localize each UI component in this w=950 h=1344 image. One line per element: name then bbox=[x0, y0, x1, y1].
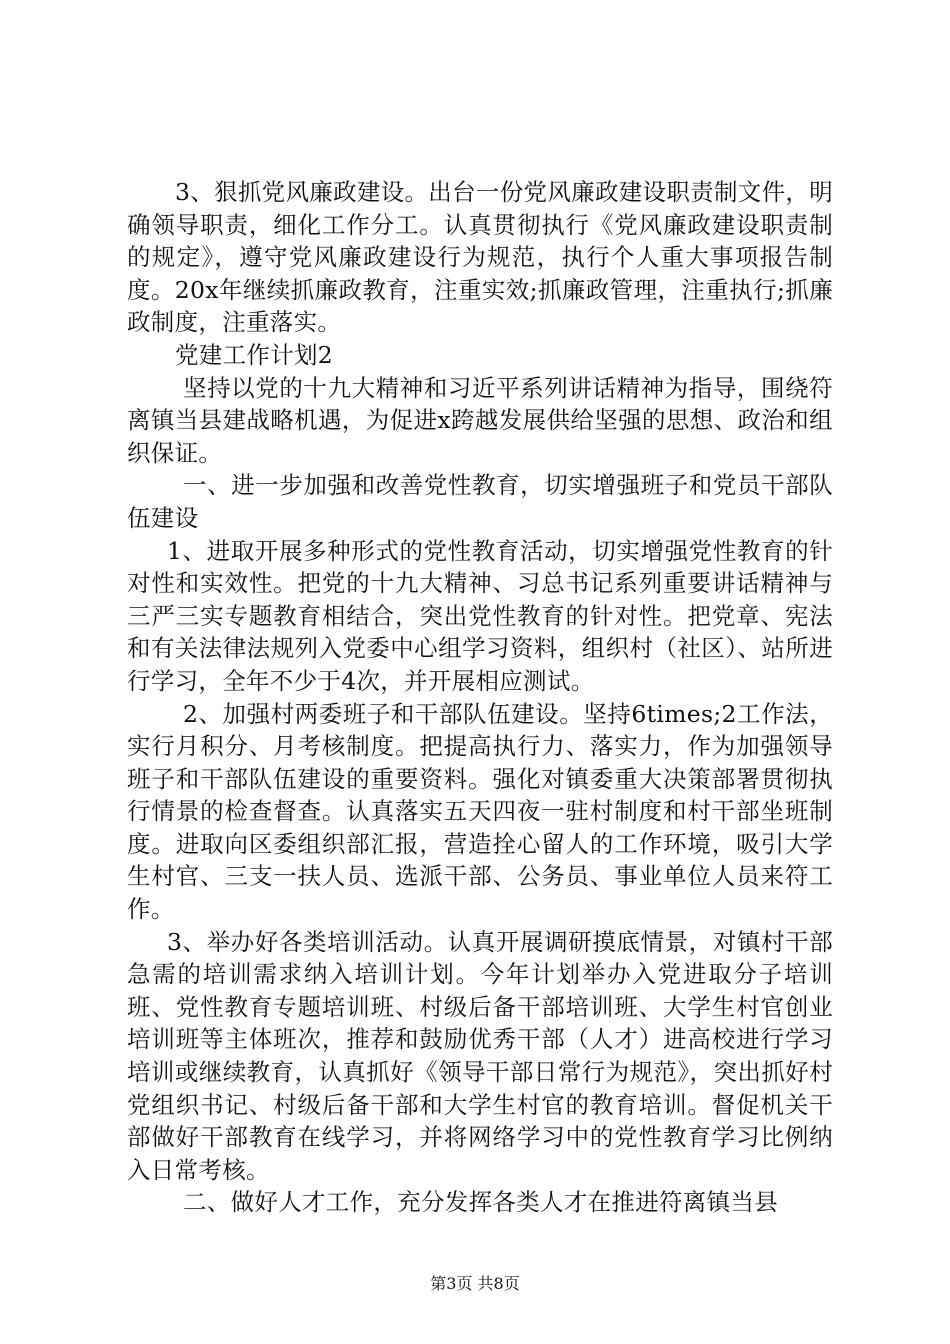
heading-part-two: 二、做好人才工作，充分发挥各类人才在推进符离镇当县 bbox=[183, 1188, 778, 1217]
paragraph-anti-corruption: 3、狠抓党风廉政建设。出台一份党风廉政建设职责制文件，明确领导职责，细化工作分工。认真贯彻执行《党风廉政建设职责制的规定》，遵守党风廉政建设行为规范，执行个人重大事项报告制度。20x年继续抓廉政教育，注重实效;抓廉政管理，注重执行;抓廉政制度，注重落实。 bbox=[127, 178, 833, 337]
paragraph-item-1: 1、进取开展多种形式的党性教育活动，切实增强党性教育的针对性和实效性。把党的十九大精神、习总书记系列重要讲话精神与三严三实专题教育相结合，突出党性教育的针对性。把党章、宪法和有关法律法规列入党委中心组学习资料，组织村（社区）、站所进行学习，全年不少于4次，并开展相应测试。 bbox=[127, 536, 833, 695]
paragraph-guiding-principle: 坚持以党的十九大精神和习近平系列讲话精神为指导，围绕符离镇当县建战略机遇，为促进x跨越发展供给坚强的思想、政治和组织保证。 bbox=[127, 373, 833, 467]
paragraph-item-3: 3、举办好各类培训活动。认真开展调研摸底情景，对镇村干部急需的培训需求纳入培训计划。今年计划举办入党进取分子培训班、党性教育专题培训班、村级后备干部培训班、大学生村官创业培训班等主体班次，推荐和鼓励优秀干部（人才）进高校进行学习培训或继续教育，认真抓好《领导干部日常行为规范》，突出抓好村党组织书记、村级后备干部和大学生村官的教育培训。督促机关干部做好干部教育在线学习，并将网络学习中的党性教育学习比例纳入日常考核。 bbox=[127, 927, 833, 1184]
paragraph-item-2: 2、加强村两委班子和干部队伍建设。坚持6times;2工作法，实行月积分、月考核制度。把提高执行力、落实力，作为加强领导班子和干部队伍建设的重要资料。强化对镇委重大决策部署贯彻执行情景的检查督查。认真落实五天四夜一驻村制度和村干部坐班制度。进取向区委组织部汇报，营造拴心留人的工作环境，吸引大学生村官、三支一扶人员、选派干部、公务员、事业单位人员来符工作。 bbox=[127, 699, 833, 924]
page-number-footer: 第3页 共8页 bbox=[430, 1274, 520, 1293]
heading-part-one: 一、进一步加强和改善党性教育，切实增强班子和党员干部队伍建设 bbox=[127, 471, 833, 532]
document-body bbox=[127, 176, 833, 1219]
section-heading-plan-2: 党建工作计划2 bbox=[175, 340, 334, 369]
